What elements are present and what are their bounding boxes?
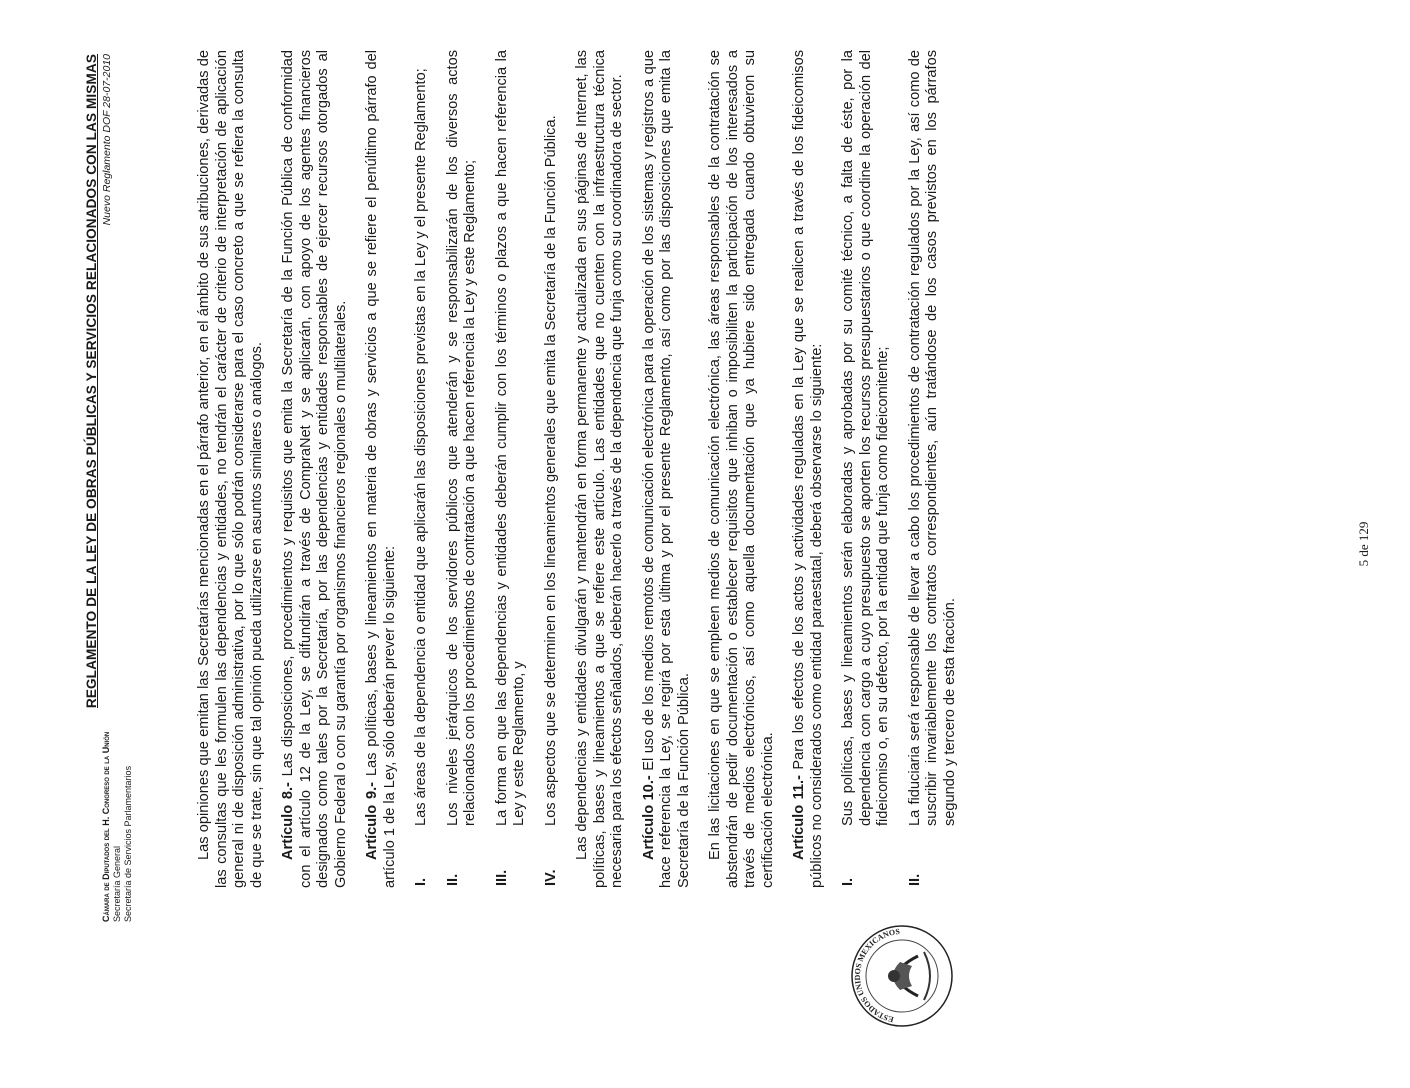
paragraph-licitaciones: En las licitaciones en que se empleen medios de comunicación electrónica, las áreas responsables de la contratación se abstendrán de pedir documentación o establecer requisitos que inhiban o imposibiliten la participación de los interesados a través de medios electrónicos, así como aquella documentación que ya hubiere sido entregada cuando obtuvieron su certificación electrónica. <box>707 50 776 888</box>
article-8-text: Las disposiciones, procedimientos y requisitos que emita la Secretaría de la Función Pública de conformidad con el artículo 12 de la Ley, se difundirán a través de CompraNet y se aplicarán, con apoyo de los agentes financieros designados como tales por la Secretaría, por las dependencias y entidades responsables de ejercer recursos otorgados al Gobierno Federal o con su garantía por organismos financieros regionales o multilaterales. <box>280 49 349 888</box>
issuing-organization <box>101 732 134 922</box>
document-title: REGLAMENTO DE LA LEY DE OBRAS PÚBLICAS Y SERVICIOS RELACIONADOS CON LAS MISMAS <box>84 54 99 709</box>
org-chamber: Cámara de Diputados del H. Congreso de la Unión <box>101 731 111 922</box>
item-text: Los niveles jerárquicos de los servidores públicos que atenderán y se responsabilizarán de los diversos actos relacionados con los procedimientos de contratación a que hacen referencia la Ley y este Reglamento; <box>444 50 478 826</box>
article-11-text: Para los efectos de los actos y actividades reguladas en la Ley que se realicen a través de los fideicomisos públicos no considerados como entidad paraestatal, deberá observarse lo siguiente: <box>791 50 825 888</box>
document-body <box>196 50 973 888</box>
item-number: II. <box>444 873 461 886</box>
item-number: I. <box>840 877 856 886</box>
article-10-label: Artículo 10.- <box>640 775 657 860</box>
article-8 <box>280 50 350 888</box>
list-item <box>445 50 480 888</box>
paragraph-opiniones: Las opiniones que emitan las Secretarías mencionadas en el párrafo anterior, en el ámbito de sus atribuciones, derivadas de las consultas que les formulen las dependencias y entidades, no tendrán el carácter de criterio de interpretación de aplicación general ni de disposición administrativa, por lo que sólo podrán considerarse para el caso concreto a que se refiera la consulta de que se trate, sin que tal opinión pueda utilizarse en asuntos similares o análogos. <box>196 50 265 888</box>
list-item <box>494 50 529 888</box>
article-9-text: Las políticas, bases y lineamientos en materia de obras y servicios a que se refiere el penúltimo párrafo del artículo 1 de la Ley, sólo deberán prever lo siguiente: <box>364 49 398 888</box>
mexican-coat-of-arms-seal <box>848 922 956 1030</box>
item-number: I. <box>413 877 429 886</box>
item-text: Sus políticas, bases y lineamientos serán elaboradas y aprobadas por su comité técnico, a falta de éste, por la dependencia con cargo a cuyo presupuesto se aporten los recursos presupuestarios o que coordine la operación del fideicomiso o, en su defecto, por la entidad que funja como fideicomitente; <box>840 50 891 826</box>
item-text: Las áreas de la dependencia o entidad que aplicarán las disposiciones previstas en la Ley y el presente Reglamento; <box>413 68 429 826</box>
publication-reference: Nuevo Reglamento DOF 28-07-2010 <box>101 54 113 226</box>
list-item <box>907 50 960 888</box>
org-secretaria-general: Secretaría General <box>112 845 122 922</box>
article-10-text: El uso de los medios remotos de comunicación electrónica para la operación de los sistemas y registros a que hace referencia la Ley, se regirá por esta última y por el presente Reglamento, así como por las disposiciones que emita la Secretaría de la Función Pública. <box>640 50 692 888</box>
seal-text: ESTADOS UNIDOS MEXICANOS <box>852 927 901 1025</box>
org-servicios-parlamentarios: Secretaría de Servicios Parlamentarios <box>123 765 133 922</box>
article-9-label: Artículo 9.- <box>364 781 380 860</box>
article-11-label: Artículo 11.- <box>791 775 807 860</box>
list-item <box>840 50 893 888</box>
page-number: 5 de 129 <box>1356 521 1371 567</box>
item-text: La forma en que las dependencias y entidades deberán cumplir con los términos o plazos a que hacen referencia la Ley y este Reglamento, y <box>493 50 527 826</box>
article-8-label: Artículo 8.- <box>280 782 296 860</box>
list-item <box>413 50 431 888</box>
paragraph-dependencias: Las dependencias y entidades divulgarán y mantendrán en forma permanente y actualizada en sus páginas de Internet, las políticas, bases y lineamientos a que se refiere este artículo. Las entidades que no cuenten con la infraestructura técnica necesaria para los efectos señalados, deberán hacerlo a través de la dependencia que funja como su coordinadora de sector. <box>574 50 625 888</box>
list-item <box>543 50 561 888</box>
article-11 <box>791 50 826 888</box>
item-text: Los aspectos que se determinen en los lineamientos generales que emita la Secretaría de la Función Pública. <box>542 115 559 826</box>
article-9 <box>364 50 399 888</box>
item-number: IV. <box>542 869 559 886</box>
item-text: La fiduciaria será responsable de llevar a cabo los procedimientos de contratación regulados por la Ley, así como de suscribir invariablemente los contratos correspondientes, aún tratándose de los casos previstos en los párrafos segundo y tercero de esta fracción. <box>906 50 958 826</box>
item-number: II. <box>906 873 923 886</box>
item-number: III. <box>493 869 510 886</box>
document-header <box>84 54 133 922</box>
article-10 <box>641 50 694 888</box>
